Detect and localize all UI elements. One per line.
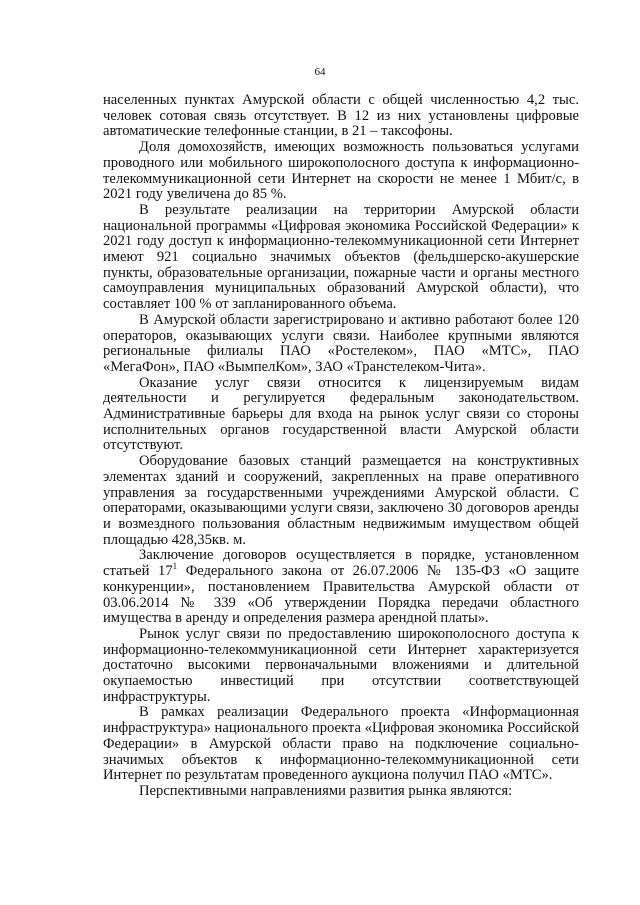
paragraph-licensing: Оказание услуг связи относится к лицензируемым видам деятельности и регулируется федеральным законодательством. Административные барьеры для входа на рынок услуг связи со стороны исполнительных органов государственной власти Амурской области отсутствуют.	[103, 374, 579, 454]
contracts-text-after: Федерального закона от 26.07.2006 № 135-ФЗ «О защите конкуренции», постановлением Правительства Амурской области от 03.06.2014 № 339 «Об утверждении Порядка передачи областного имущества в аренду и определения размера арендной платы».	[103, 563, 579, 627]
document-body	[103, 93, 579, 800]
paragraph-continuation: населенных пунктах Амурской области с общей численностью 4,2 тыс. человек сотовая связь отсутствует. В 12 из них установлены цифровые автоматические телефонные станции, в 21 – таксофоны.	[103, 92, 579, 140]
article-superscript: 1	[172, 561, 178, 572]
paragraph-household-access: Доля домохозяйств, имеющих возможность пользоваться услугами проводного или мобильного широкополосного доступа к информационно-телекоммуникационной сети Интернет на скорости не менее 1 Мбит/с, в 2021 году увеличена до 85 %.	[103, 139, 579, 203]
paragraph-operators: В Амурской области зарегистрировано и активно работают более 120 операторов, оказывающих услуги связи. Наиболее крупными являются региональные филиалы ПАО «Ростелеком», ПАО «МТС», ПАО «МегаФон», ПАО «ВымпелКом», ЗАО «Транстелеком-Чита».	[103, 311, 579, 375]
paragraph-digital-economy-program: В результате реализации на территории Амурской области национальной программы «Цифровая экономика Российской Федерации» к 2021 году доступ к информационно-телекоммуникационной сети Интернет имеют 921 социально значимых объектов (фельдшерско-акушерские пункты, образовательные организации, пожарные части и органы местного самоуправления муниципальных образований Амурской области), что составляет 100 % от запланированного объема.	[103, 201, 579, 313]
paragraph-base-stations: Оборудование базовых станций размещается на конструктивных элементах зданий и сооружений, закрепленных на праве оперативного управления за государственными учреждениями Амурской области. С операторами, оказывающими услуги связи, заключено 30 договоров аренды и возмездного пользования областным недвижимым имуществом общей площадью 428,35кв. м.	[103, 453, 579, 548]
paragraph-contracts	[103, 548, 579, 627]
paragraph-federal-project: В рамках реализации Федерального проекта «Информационная инфраструктура» национального проекта «Цифровая экономика Российской Федерации» в Амурской области право на подключение социально-значимых объектов к информационно-телекоммуникационной сети Интернет по результатам проведенного аукциона получил ПАО «МТС».	[103, 704, 579, 784]
paragraph-broadband-market: Рынок услуг связи по предоставлению широкополосного доступа к информационно-телекоммуникационной сети Интернет характеризуется достаточно высокими первоначальными вложениями и длительной окупаемостью инвестиций при отсутствии соответствующей инфраструктуры.	[103, 625, 579, 705]
contracts-text-before: Заключение договоров осуществляется в порядке, установленном статьей 17	[103, 547, 579, 580]
paragraph-prospective-directions: Перспективными направлениями развития рынка являются:	[139, 782, 513, 799]
page-number: 64	[314, 66, 326, 78]
